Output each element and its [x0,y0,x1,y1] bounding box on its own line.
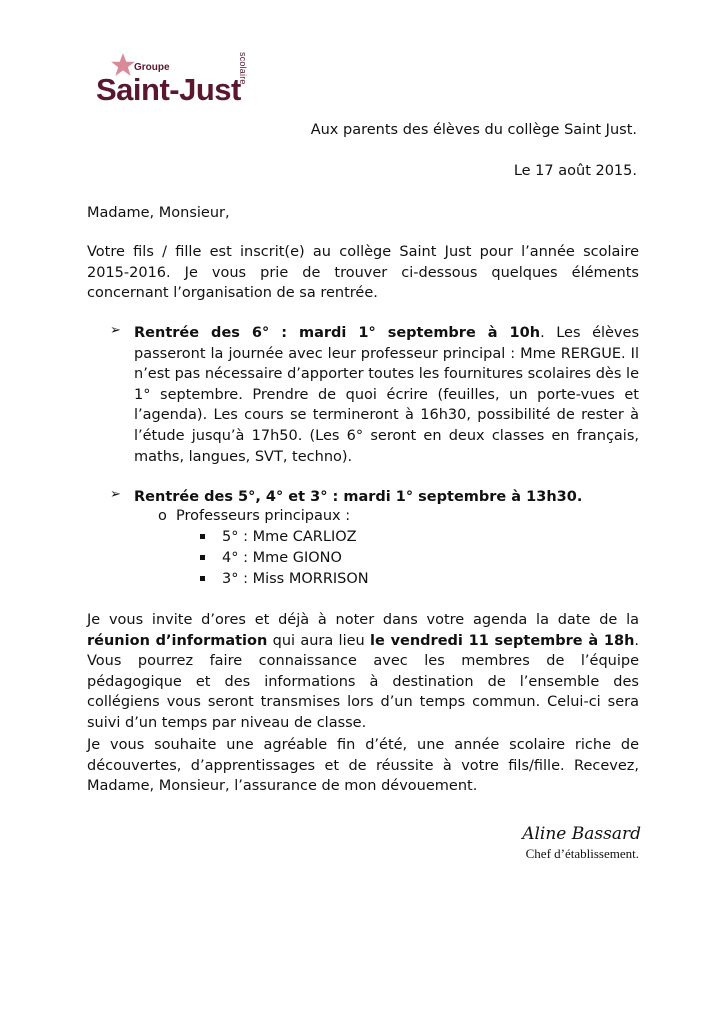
intro-paragraph: Votre fils / fille est inscrit(e) au collège Saint Just pour l’année scolaire 2015-2016. Je vous prie de trouver ci-dessous quelques éléments concernant l’organisation de sa rentrée. [87,244,639,302]
meeting-text-3: . Vous pourrez faire connaissance avec les membres de l’équipe pédagogique et des informations à destination de l’ensemble des collégiens vous seront transmises lors d’un temps commun. Celui-ci sera suivi d’un temps par niveau de classe. [87,632,640,731]
logo-name: Saint-Just [96,72,241,107]
date-line: Le 17 août 2015. [513,163,637,179]
square-bullet-icon [200,529,209,538]
meeting-paragraph [87,610,639,734]
square-bullet-icon [200,571,209,580]
teacher-text: 3° : Miss MORRISON [222,571,369,587]
addressee-line: Aux parents des élèves du collège Saint Just. [310,122,637,138]
sub-item-teachers [158,508,350,524]
teacher-item [200,571,369,587]
closing-paragraph: Je vous souhaite une agréable fin d’été, une année scolaire riche de découvertes, d’apprentissages et de réussite à votre fils/fille. Recevez, Madame, Monsieur, l’assurance de mon dévouement. [87,737,639,795]
meeting-bold-1: réunion d’information [87,632,268,649]
school-logo [96,50,271,106]
bullet-sixth-grade-bold: Rentrée des 6° : mardi 1° septembre à 10h [134,325,541,341]
signature-role: Chef d’établissement. [525,846,639,861]
sub-item-label: Professeurs principaux : [176,508,351,524]
salutation: Madame, Monsieur, [87,205,230,221]
meeting-bold-2: le vendredi 11 septembre à 18h [370,632,635,649]
bullet-other-grades-bold: Rentrée des 5°, 4° et 3° : mardi 1° septembre à 13h30. [134,489,583,505]
logo-groupe-text: Groupe [134,62,170,73]
bullet-other-grades [134,487,639,508]
teacher-text: 4° : Mme GIONO [222,550,342,566]
square-bullet-icon [200,550,209,559]
teacher-item [200,529,357,545]
bullet-sixth-grade-text: . Les élèves passeront la journée avec leur professeur principal : Mme RERGUE. Il n’est pas nécessaire d’apporter toutes les fournitures scolaires dès le 1° septembre. Prendre de quoi écrire (feuilles, un porte-vues et l’agenda). Les cours se termineront à 16h30, possibilité de rester à l’étude jusqu’à 17h50. (Les 6° seront en deux classes en français, maths, langues, SVT, techno). [134,325,639,465]
logo-scolaire-text: scolaire [238,52,248,85]
circle-bullet-icon: o [158,508,167,524]
teacher-item [200,550,342,566]
meeting-text-2: qui aura lieu [267,632,371,649]
teacher-text: 5° : Mme CARLIOZ [222,529,357,545]
signature-name: Aline Bassard [522,824,641,844]
arrow-bullet-icon: ➢ [110,323,121,338]
meeting-text-1: Je vous invite d’ores et déjà à noter dans votre agenda la date de la [87,612,639,628]
arrow-bullet-icon: ➢ [110,487,121,502]
bullet-sixth-grade [134,323,639,467]
